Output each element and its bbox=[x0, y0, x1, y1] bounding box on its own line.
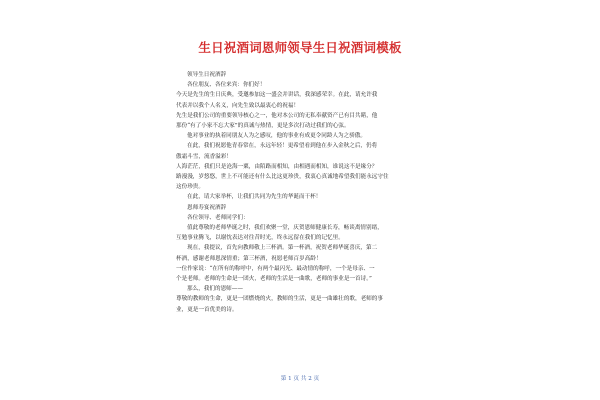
page-number-footer: 第 1 页 共 2 页 bbox=[280, 376, 320, 382]
section-heading: 领导生日祝酒辞 bbox=[187, 72, 227, 78]
paragraph-line: 各位朋友、各位来宾：你们好！ bbox=[187, 82, 266, 89]
paragraph-line: 各位领导、老师同学们： bbox=[187, 214, 249, 221]
paragraph-line: 值此尊敬的老师华诞之时，我们欢聚一堂，庆贺恩师健康长寿，畅谈离情别绪， bbox=[187, 225, 383, 232]
paragraph-line: 代表并以我个人名义，向先生致以最衷心的祝福！ bbox=[176, 102, 300, 109]
section-heading: 恩师寿宴祝酒辞 bbox=[187, 204, 227, 211]
paragraph-line: 在此，我们祝愿他青春常在，永远年轻！更希望看到他在步入金秋之后，仍将 bbox=[187, 143, 378, 150]
paragraph-line: 一位作家说：“在所有的称呼中，有两个最闪光、最动情的称呼，一个是母亲、一 bbox=[176, 265, 375, 272]
document-title: 生日祝酒词恩师领导生日祝酒词模板 bbox=[198, 40, 402, 55]
paragraph-line: 杯酒，感谢老师恩深情重；第三杯酒，祝愿老师百岁高龄！ bbox=[176, 255, 322, 262]
paragraph-line: 业，更是一首优美的诗。 bbox=[176, 306, 238, 313]
paragraph-line: 他对事业的执着同朋友人为之感叹，他的事业有成更令同龄人为之骄傲。 bbox=[187, 133, 367, 140]
paragraph-line: 现在，我提议，首先向教师敬上三杯酒。第一杯酒，祝贺老师华诞喜庆，第二 bbox=[187, 245, 378, 252]
paragraph-line: 在此，请大家举杯，让我们共同为先生的华诞而干杯！ bbox=[187, 194, 322, 201]
paragraph-line: 路漫漫，岁悠悠，世上不可能还有什么比这更珍贵，我衷心真诚地希望我们能永远守住 bbox=[176, 174, 389, 181]
paragraph-line: 那份“有了小家不忘大家”的真诚与热情，更是多次打动过我们的心弦。 bbox=[176, 123, 350, 130]
paragraph-line: 今天是先生的生日庆典，受邀参加这一盛会并讲话，我深感荣幸。在此，请允许我 bbox=[176, 92, 378, 99]
paragraph-line: 个是老师。老师的生命是一团火，老师的生活是一曲歌，老师的事业是一首诗。” bbox=[176, 276, 372, 283]
paragraph-line: 人海茫茫，我们只是沧海一粟，由陌路而相知，由相遇而相知，谁说这不是缘分？ bbox=[176, 163, 378, 170]
paragraph-line: 傲霜斗雪，流香溢彩！ bbox=[176, 153, 232, 160]
paragraph-line: 尊敬的教师的生命，更是一团燃烧的火，教师的生活，更是一曲雄壮的歌，老师的事 bbox=[176, 296, 383, 303]
document-body bbox=[176, 70, 438, 315]
paragraph-line: 那么，我们的恩师—— bbox=[187, 286, 243, 293]
paragraph-line: 先生是我们公司的重要领导核心之一，他对本公司的无私奉献资产已有目共睹，他 bbox=[176, 112, 378, 119]
paragraph-line: 互勉事业腾飞，以谢忱表达对往昔时光，终永远留在我们的记忆里。 bbox=[176, 235, 344, 242]
paragraph-line: 这份珍贵。 bbox=[176, 184, 204, 191]
